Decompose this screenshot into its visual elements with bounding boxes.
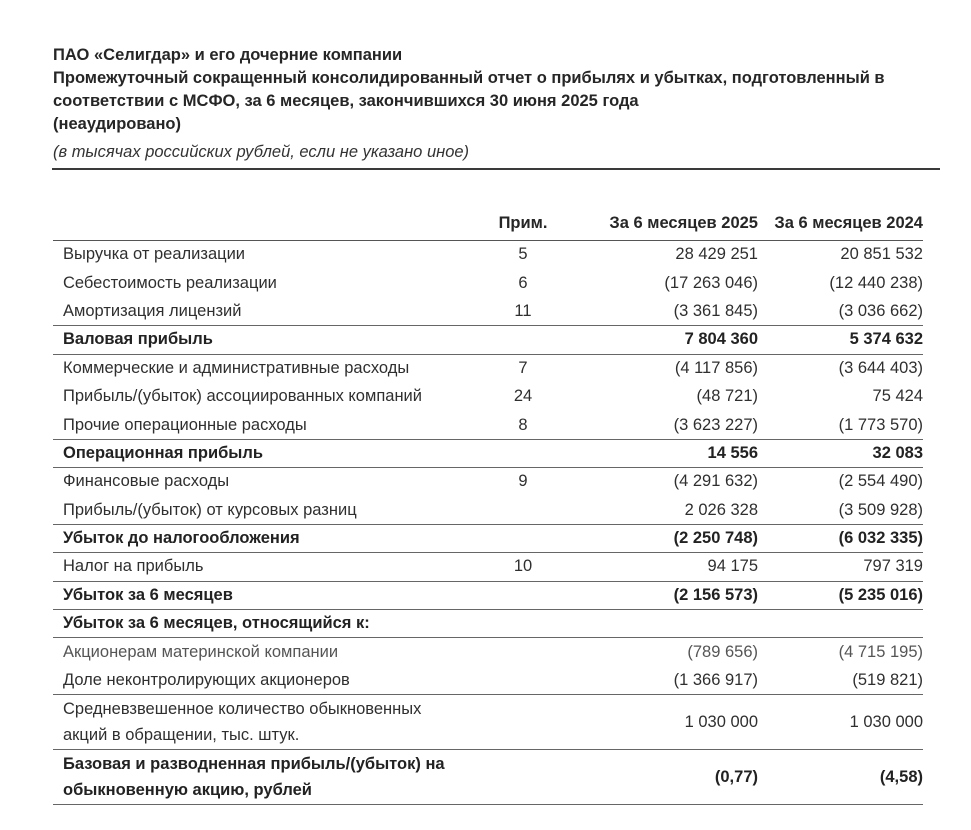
row-value-2024: (3 509 928) <box>758 496 923 524</box>
row-value-2025: (48 721) <box>696 387 758 406</box>
row-value-2024: (3 036 662) <box>758 297 923 325</box>
row-value-2025: 94 175 <box>573 553 758 581</box>
row-value-2024: (3 644 403) <box>838 358 923 377</box>
row-label: Убыток за 6 месяцев, относящийся к: <box>53 610 473 638</box>
row-note <box>473 326 573 354</box>
row-value-2024: 75 424 <box>872 387 923 406</box>
row-note: 9 <box>518 472 528 491</box>
row-note <box>473 750 573 805</box>
row-note <box>473 666 573 694</box>
row-value-2024: 20 851 532 <box>840 245 923 264</box>
row-value-2025: (4 117 856) <box>674 358 758 377</box>
row-value-2025: (2 250 748) <box>573 524 758 552</box>
row-value-2024: 1 030 000 <box>758 695 923 750</box>
table-row-loss-before-tax <box>53 524 923 552</box>
row-label-line-1: Базовая и разводненная прибыль/(убыток) на <box>63 755 445 774</box>
table-row-other-operating-expenses <box>53 411 923 439</box>
row-value-2024 <box>758 610 923 638</box>
row-label: Финансовые расходы <box>63 472 230 491</box>
row-note: 10 <box>473 553 573 581</box>
row-value-2024: (2 554 490) <box>838 472 923 491</box>
row-note: 7 <box>518 358 528 377</box>
row-value-2025: (3 361 845) <box>573 297 758 325</box>
row-note <box>473 638 573 666</box>
table-row-operating-profit <box>53 439 923 467</box>
row-note <box>473 524 573 552</box>
row-value-2024: (5 235 016) <box>758 581 923 609</box>
row-label: Себестоимость реализации <box>63 273 277 292</box>
row-note <box>473 610 573 638</box>
row-value-2025: (17 263 046) <box>664 273 758 292</box>
row-value-2024: (1 773 570) <box>758 411 923 439</box>
table-row-income-tax <box>53 553 923 581</box>
row-label: Убыток за 6 месяцев <box>53 581 473 609</box>
row-value-2025: 1 030 000 <box>573 695 758 750</box>
table-row-fx-differences <box>53 496 923 524</box>
row-label: Прибыль/(убыток) от курсовых разниц <box>53 496 473 524</box>
row-label: Валовая прибыль <box>53 326 473 354</box>
table-row-non-controlling-interests <box>53 666 923 694</box>
table-row-sga-expenses <box>53 354 923 382</box>
row-note <box>473 581 573 609</box>
column-header-2025: За 6 месяцев 2025 <box>573 211 758 241</box>
row-note: 5 <box>518 245 528 264</box>
units-note: (в тысячах российских рублей, если не указано иное) <box>53 143 470 161</box>
column-header-2024: За 6 месяцев 2024 <box>758 211 923 241</box>
column-header-note: Прим. <box>473 211 573 241</box>
table-row-license-amortization <box>53 297 923 325</box>
table-row-associates-result <box>53 382 923 410</box>
row-value-2025: 7 804 360 <box>573 326 758 354</box>
row-note: 6 <box>518 273 528 292</box>
table-row-gross-profit <box>53 326 923 354</box>
row-note <box>473 496 573 524</box>
row-value-2024: (12 440 238) <box>829 273 923 292</box>
row-label-line-1: Средневзвешенное количество обыкновенных <box>63 700 422 719</box>
row-value-2025 <box>573 610 758 638</box>
row-label: Выручка от реализации <box>63 245 245 264</box>
column-header-label <box>53 211 473 241</box>
table-header-row <box>53 211 923 241</box>
row-value-2025: (0,77) <box>573 750 758 805</box>
report-header <box>53 44 953 164</box>
table-row-finance-costs <box>53 468 923 496</box>
row-label: Прибыль/(убыток) ассоциированных компаний <box>63 387 422 406</box>
table-row-parent-shareholders <box>53 638 923 666</box>
row-value-2025: (1 366 917) <box>573 666 758 694</box>
row-label-line-2: акций в обращении, тыс. штук. <box>63 726 300 745</box>
row-note: 8 <box>473 411 573 439</box>
row-label <box>53 695 473 750</box>
header-divider <box>52 168 940 170</box>
table-row-eps <box>53 750 923 805</box>
row-label: Доле неконтролирующих акционеров <box>53 666 473 694</box>
row-note: 11 <box>473 297 573 325</box>
row-label-line-2: обыкновенную акцию, рублей <box>63 781 312 800</box>
row-value-2024: 797 319 <box>758 553 923 581</box>
row-value-2024: (6 032 335) <box>758 524 923 552</box>
row-label: Акционерам материнской компании <box>63 642 339 661</box>
income-statement-table <box>53 211 923 805</box>
company-name: ПАО «Селигдар» и его дочерние компании <box>53 46 403 64</box>
row-note <box>473 439 573 467</box>
row-value-2025: 28 429 251 <box>675 245 758 264</box>
table-row-revenue <box>53 241 923 269</box>
row-value-2024: 32 083 <box>758 439 923 467</box>
row-label: Убыток до налогообложения <box>53 524 473 552</box>
row-label: Коммерческие и административные расходы <box>63 358 410 377</box>
row-label: Прочие операционные расходы <box>53 411 473 439</box>
row-value-2025: (4 291 632) <box>673 472 758 491</box>
row-label: Операционная прибыль <box>53 439 473 467</box>
row-note <box>473 695 573 750</box>
table-row-loss-attributable-heading <box>53 610 923 638</box>
row-value-2024: (4 715 195) <box>838 642 923 661</box>
row-value-2025: 2 026 328 <box>573 496 758 524</box>
row-value-2024: 5 374 632 <box>758 326 923 354</box>
row-note: 24 <box>513 387 533 406</box>
report-title-line-2: соответствии с МСФО, за 6 месяцев, закончившихся 30 июня 2025 года <box>53 92 639 110</box>
row-value-2025: (2 156 573) <box>573 581 758 609</box>
row-label <box>53 750 473 805</box>
report-title-line-1: Промежуточный сокращенный консолидированный отчет о прибылях и убытках, подготовленный в <box>53 69 885 87</box>
row-label: Амортизация лицензий <box>53 297 473 325</box>
table-row-weighted-shares <box>53 695 923 750</box>
row-value-2024: (519 821) <box>758 666 923 694</box>
audit-status: (неаудировано) <box>53 115 181 133</box>
row-value-2025: 14 556 <box>573 439 758 467</box>
table-row-cost-of-sales <box>53 269 923 297</box>
row-value-2025: (3 623 227) <box>573 411 758 439</box>
row-value-2025: (789 656) <box>687 642 758 661</box>
row-value-2024: (4,58) <box>758 750 923 805</box>
row-label: Налог на прибыль <box>53 553 473 581</box>
table-row-loss-for-period <box>53 581 923 609</box>
